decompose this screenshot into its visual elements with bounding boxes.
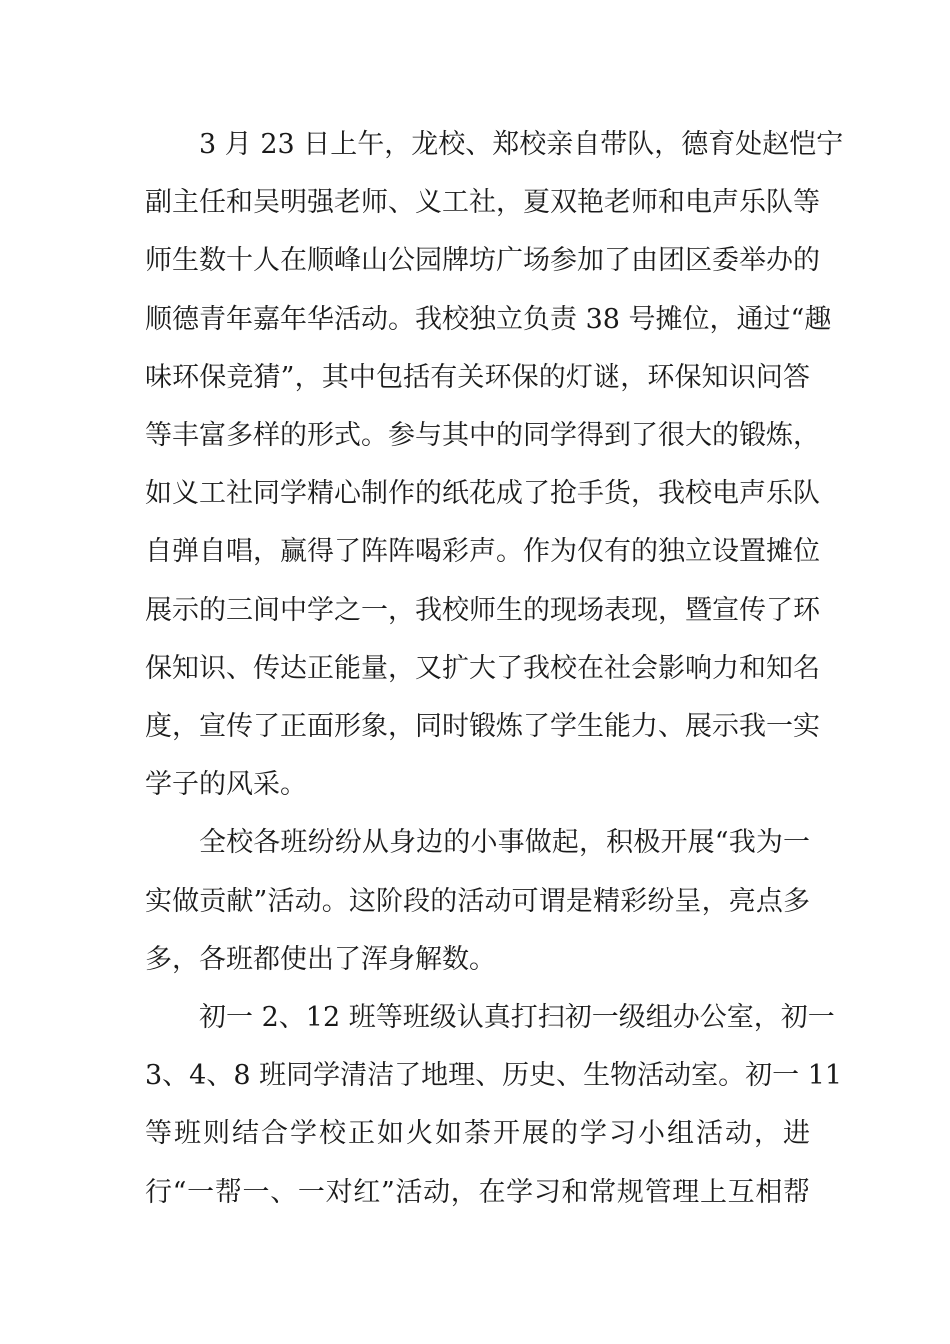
text-line: 多，各班都使出了浑身解数。 bbox=[145, 943, 496, 975]
text-line: 自弹自唱，赢得了阵阵喝彩声。作为仅有的独立设置摊位 bbox=[145, 536, 820, 568]
text-line: 初一 2、12 班等班级认真打扫初一级组办公室，初一 bbox=[199, 1002, 835, 1034]
text-line: 展示的三间中学之一，我校师生的现场表现，暨宣传了环 bbox=[145, 594, 820, 626]
text-line: 学子的风采。 bbox=[145, 769, 307, 801]
text-line: 等班则结合学校正如火如荼开展的学习小组活动，进 bbox=[145, 1118, 810, 1150]
paragraph-grade-one-cleaning bbox=[145, 989, 843, 1222]
text-line: 等丰富多样的形式。参与其中的同学得到了很大的锻炼， bbox=[145, 420, 820, 452]
text-line: 度，宣传了正面形象，同时锻炼了学生能力、展示我一实 bbox=[145, 711, 820, 743]
text-line: 味环保竞猜”，其中包括有关环保的灯谜，环保知识问答 bbox=[145, 361, 810, 393]
document-body bbox=[145, 116, 844, 1222]
text-line: 保知识、传达正能量，又扩大了我校在社会影响力和知名 bbox=[145, 652, 820, 684]
text-line: 副主任和吴明强老师、义工社，夏双艳老师和电声乐队等 bbox=[145, 187, 820, 219]
text-line: 行“一帮一、一对红”活动，在学习和常规管理上互相帮 bbox=[145, 1176, 810, 1208]
paragraph-booth-event bbox=[145, 116, 844, 814]
text-line: 3、4、8 班同学清洁了地理、历史、生物活动室。初一 11 bbox=[145, 1060, 843, 1092]
text-line: 如义工社同学精心制作的纸花成了抢手货，我校电声乐队 bbox=[145, 478, 820, 510]
text-line: 师生数十人在顺峰山公园牌坊广场参加了由团区委举办的 bbox=[145, 245, 820, 277]
text-line: 3 月 23 日上午，龙校、郑校亲自带队，德育处赵恺宁 bbox=[199, 129, 844, 160]
text-line: 全校各班纷纷从身边的小事做起，积极开展“我为一 bbox=[199, 827, 810, 859]
paragraph-class-activities bbox=[145, 814, 810, 989]
text-line: 顺德青年嘉年华活动。我校独立负责 38 号摊位，通过“趣 bbox=[145, 303, 832, 335]
text-line: 实做贡献”活动。这阶段的活动可谓是精彩纷呈，亮点多 bbox=[145, 885, 810, 917]
